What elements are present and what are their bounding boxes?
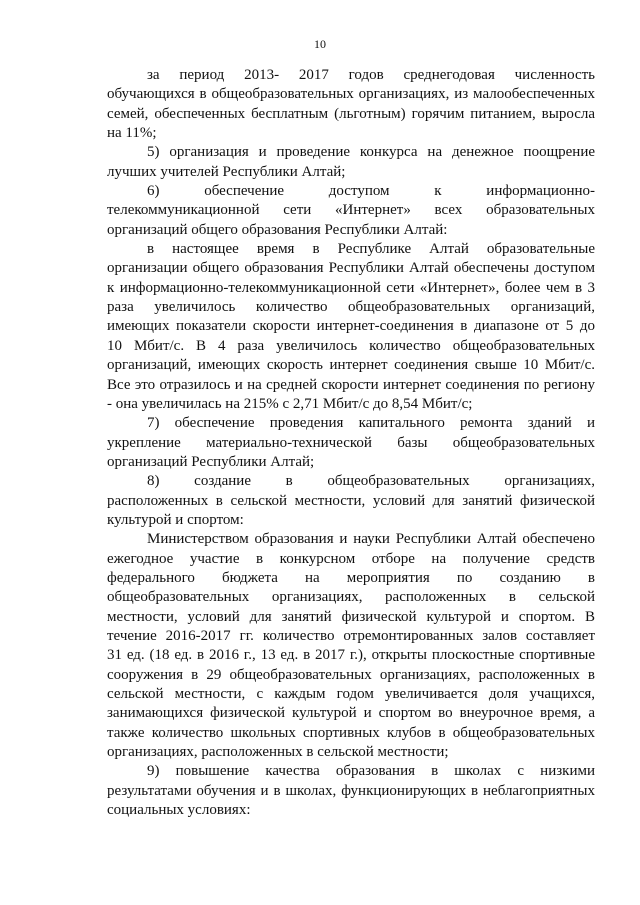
- text-line: сельской местности, с каждым годом увеличивается доля учащихся,: [107, 686, 595, 702]
- text-line: на 11%;: [107, 125, 157, 142]
- text-line: 10 Мбит/с. В 4 раза увеличилось количество общеобразовательных: [107, 337, 595, 354]
- text-line: телекоммуникационной сети «Интернет» всех образовательных: [107, 202, 595, 219]
- text-line: к информационно-телекоммуникационной сети «Интернет», более чем в 3: [107, 279, 595, 296]
- text-line: 7) обеспечение проведения капитального ремонта зданий и: [147, 415, 595, 432]
- text-line: за период 2013- 2017 годов среднегодовая численность: [147, 67, 595, 83]
- text-line: сооружения в 29 общеобразовательных организациях, расположенных в: [107, 666, 595, 683]
- text-line: ежегодное участие в конкурсном отборе на получение средств: [107, 550, 595, 567]
- text-line: 8) создание в общеобразовательных организациях,: [147, 473, 595, 490]
- text-line: 31 ед. (18 ед. в 2016 г., 13 ед. в 2017 г.), открыты плоскостные спортивные: [107, 647, 595, 664]
- text-line: местности, условий для занятий физической культурой и спортом. В: [107, 608, 595, 625]
- text-line: федерального бюджета на мероприятия по созданию в: [107, 569, 595, 586]
- text-line: раза увеличилось количество общеобразовательных организаций,: [107, 299, 595, 316]
- text-line: организаций Республики Алтай;: [107, 453, 315, 470]
- document-text-body: [107, 66, 595, 820]
- text-line: организациях, расположенных в сельской местности;: [107, 744, 449, 761]
- text-line: имеющих показатели скорости интернет-соединения в диапазоне от 5 до: [107, 318, 595, 335]
- text-line: культурой и спортом:: [107, 511, 244, 528]
- text-line: - она увеличилась на 215% с 2,71 Мбит/с до 8,54 Мбит/с;: [107, 395, 473, 412]
- text-line: в настоящее время в Республике Алтай образовательные: [147, 241, 595, 258]
- text-line: организаций общего образования Республики Алтай:: [107, 221, 448, 238]
- text-line: социальных условиях:: [107, 802, 251, 819]
- text-line: обучающихся в общеобразовательных организациях, из малообеспеченных: [107, 86, 595, 103]
- text-line: 9) повышение качества образования в школах с низкими: [147, 763, 595, 780]
- text-line: занимающихся физической культурой и спортом во внеурочное время, а: [107, 705, 595, 722]
- text-line: течение 2016-2017 гг. количество отремонтированных залов составляет: [107, 627, 595, 644]
- text-line: организации общего образования Республики Алтай обеспечены доступом: [107, 260, 595, 277]
- text-line: семей, обеспеченных бесплатным (льготным) горячим питанием, выросла: [107, 105, 595, 122]
- text-line: также количество школьных спортивных клубов в общеобразовательных: [107, 724, 595, 741]
- text-line: лучших учителей Республики Алтай;: [107, 163, 346, 180]
- text-line: Все это отразилось и на средней скорости интернет соединения по региону: [107, 376, 595, 393]
- text-line: общеобразовательных организациях, расположенных в сельской: [107, 589, 595, 606]
- text-line: 5) организация и проведение конкурса на денежное поощрение: [147, 144, 595, 161]
- page-number: 10: [314, 37, 326, 51]
- text-line: укрепление материально-технической базы общеобразовательных: [107, 434, 595, 451]
- text-line: результатами обучения и в школах, функционирующих в неблагоприятных: [107, 782, 595, 799]
- text-line: расположенных в сельской местности, условий для занятий физической: [107, 492, 595, 509]
- text-line: Министерством образования и науки Республики Алтай обеспечено: [147, 531, 595, 548]
- text-line: 6) обеспечение доступом к информационно-: [147, 183, 595, 200]
- text-line: организаций, имеющих скорость интернет соединения свыше 10 Мбит/с.: [107, 357, 595, 374]
